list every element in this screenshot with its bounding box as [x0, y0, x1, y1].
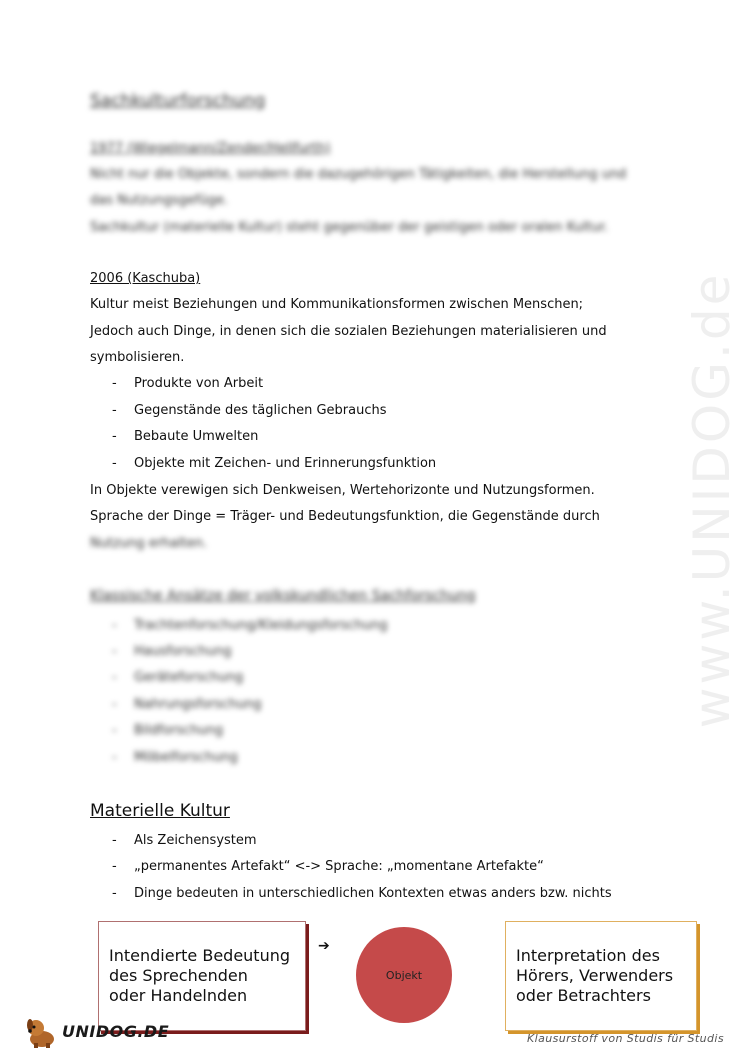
- list-item-text: Hausforschung: [134, 644, 232, 659]
- list-item-text: Möbelforschung: [134, 750, 238, 765]
- paragraph-line: Kultur meist Beziehungen und Kommunikationsformen zwischen Menschen;: [90, 297, 584, 312]
- list-item: - Nahrungsforschung: [112, 697, 262, 712]
- list-item-text: Gegenstände des täglichen Gebrauchs: [134, 403, 387, 418]
- box-line: oder Handelnden: [109, 986, 248, 1005]
- list-item-text: Geräteforschung: [134, 670, 244, 685]
- arrow-right-icon: ➔: [318, 938, 330, 954]
- paragraph-line: Sachkultur (materielle Kultur) steht gegenüber der geistigen oder oralen Kultur.: [90, 220, 609, 235]
- footer-tagline: Klausurstoff von Studis für Studis: [527, 1032, 724, 1045]
- paragraph-line: Jedoch auch Dinge, in denen sich die sozialen Beziehungen materialisieren und: [90, 324, 607, 339]
- subheading-1977: 1977 (Wiegelmann/Zender/Hellfurth): [90, 141, 331, 156]
- object-circle: [356, 927, 452, 1023]
- list-item: - Geräteforschung: [112, 670, 244, 685]
- logo-text: UNIDOG.DE: [62, 1022, 170, 1041]
- box-line: Hörers, Verwenders: [516, 966, 674, 985]
- paragraph-line: Nicht nur die Objekte, sondern die dazugehörigen Tätigkeiten, die Herstellung und: [90, 167, 627, 182]
- heading-sachkulturforschung: Sachkulturforschung: [90, 91, 266, 111]
- list-item: - Produkte von Arbeit: [112, 376, 264, 391]
- paragraph-line: symbolisieren.: [90, 350, 185, 365]
- heading-materielle-kultur: Materielle Kultur: [90, 801, 230, 821]
- list-item-text: Produkte von Arbeit: [134, 376, 264, 391]
- box-line: oder Betrachters: [516, 986, 651, 1005]
- list-item: - Möbelforschung: [112, 750, 238, 765]
- list-item: - Hausforschung: [112, 644, 232, 659]
- list-item: - Dinge bedeuten in unterschiedlichen Kontexten etwas anders bzw. nichts: [112, 886, 612, 901]
- list-item-text: Dinge bedeuten in unterschiedlichen Kontexten etwas anders bzw. nichts: [134, 886, 612, 901]
- list-item-text: „permanentes Artefakt“ <-> Sprache: „momentane Artefakte“: [134, 859, 544, 874]
- list-item-text: Trachtenforschung/Kleidungsforschung: [134, 618, 388, 633]
- heading-klassische-ansaetze: Klassische Ansätze der volkskundlichen Sachforschung: [90, 588, 476, 604]
- box-line: Interpretation des: [516, 946, 660, 965]
- list-item-text: Als Zeichensystem: [134, 833, 257, 848]
- watermark: www.UNIDOG.de: [683, 271, 741, 729]
- paragraph-line: Nutzung erhalten.: [90, 536, 208, 551]
- unidog-logo: [22, 1015, 170, 1049]
- list-item: - Als Zeichensystem: [112, 833, 257, 848]
- dog-icon: [22, 1015, 62, 1049]
- box-line: Intendierte Bedeutung: [109, 946, 291, 965]
- list-item-text: Nahrungsforschung: [134, 697, 262, 712]
- list-item: - Objekte mit Zeichen- und Erinnerungsfunktion: [112, 456, 437, 471]
- subheading-2006: 2006 (Kaschuba): [90, 271, 201, 286]
- list-item: - „permanentes Artefakt“ <-> Sprache: „momentane Artefakte“: [112, 859, 544, 874]
- list-item-text: Bildforschung: [134, 723, 224, 738]
- list-item: - Trachtenforschung/Kleidungsforschung: [112, 618, 388, 633]
- paragraph-line: das Nutzungsgefüge.: [90, 193, 228, 208]
- box-line: des Sprechenden: [109, 966, 248, 985]
- interpretation-box: [505, 921, 697, 1031]
- paragraph-line: Sprache der Dinge = Träger- und Bedeutungsfunktion, die Gegenstände durch: [90, 509, 600, 524]
- object-label: Objekt: [385, 968, 423, 982]
- list-item-text: Objekte mit Zeichen- und Erinnerungsfunktion: [134, 456, 437, 471]
- paragraph-line: In Objekte verewigen sich Denkweisen, Wertehorizonte und Nutzungsformen.: [90, 483, 595, 498]
- list-item: - Bebaute Umwelten: [112, 429, 259, 444]
- list-item-text: Bebaute Umwelten: [134, 429, 259, 444]
- list-item: - Gegenstände des täglichen Gebrauchs: [112, 403, 387, 418]
- list-item: - Bildforschung: [112, 723, 224, 738]
